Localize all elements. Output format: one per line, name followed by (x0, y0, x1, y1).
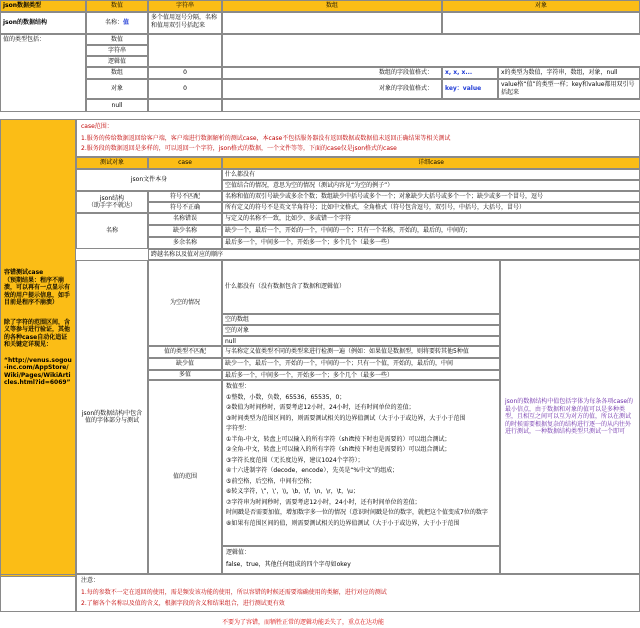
object-format-label: 对象的字段值格式： (222, 79, 442, 99)
notes-box (76, 574, 640, 612)
array-format-blank (222, 34, 640, 67)
wiki-link[interactable]: “http://venus.sogou-inc.com/AppStore/Wiki/Pages/WikiArticles.html?id=6069” (4, 356, 72, 386)
null-blank (222, 99, 640, 112)
type-blank-b (148, 99, 222, 112)
case-symbol-wrong: 符号不正确 (148, 202, 222, 213)
json-structure-sub: （助手字不就达） (87, 202, 136, 209)
range-item-10: ⑥转义字符，\”，\’，\\，\b，\f，\n，\r，\t，\u； (226, 488, 359, 495)
row-json-structure (76, 191, 148, 213)
row-json-text-d1: 什么都没有 (222, 169, 640, 180)
footer-note: 不要为了容错，而牺牲正常的逻辑功能丢失了，重点在达功能 (222, 619, 385, 626)
case-scope-title: case范围： (81, 123, 113, 130)
name-value-desc: 多个值用逗号分隔，名称和值用双引号括起来 (148, 12, 222, 34)
type-blank-a (148, 34, 222, 67)
case-value-missing: 缺少值 (148, 358, 222, 370)
value-structure-text: json的数据结构中包含值的字体部分与测试 (81, 409, 143, 424)
notes-left-blank (0, 574, 76, 612)
case-name-wrong-d: 与定义的名称不一致，比如少、多或错一个字符 (222, 213, 640, 225)
range-item-5: ①半角-中文，转盘上可以输入的所有字符（shift按下时也是需要的）可以组合测试； (226, 435, 451, 443)
case-empty-object: 空的对象 (222, 325, 500, 336)
object-index: 0 (148, 79, 222, 99)
array-format-label: 数组的字段值格式： (222, 67, 442, 79)
case-name-extra-d: 最后多一个，中间多一个，开始多一个；多个几个（最多一些） (222, 237, 640, 249)
case-value-extra-d: 最后多一个，中间多一个，开始多一个；多个几个（最多一些） (222, 370, 500, 380)
notes-line2: 2.了解各个名称以及值的含义，根据字段的含义和结果组合，进行测试更有效 (81, 600, 285, 607)
type-number: 数值 (86, 34, 148, 45)
case-type-mismatch: 值的类型不匹配 (148, 346, 222, 358)
case-value-extra: 多值 (148, 370, 222, 380)
top-header-array: 数组 (222, 0, 442, 12)
notes-title: 注意： (81, 577, 100, 584)
array-index: 0 (148, 67, 222, 79)
top-header-type: json数据类型 (0, 0, 86, 12)
type-array: 数组 (86, 67, 148, 79)
header-test-object: 测试对象 (76, 157, 148, 169)
object-format-value: key：value (442, 79, 498, 99)
range-item-6: ②全角-中文，转盘上可以输入的所有字符（shift按下时也是需要的）可以组合测试； (226, 446, 451, 453)
range-item-11: ⑦字符串为时间秒时，需要考虑12小时，24小时，还有时间单位的差值； (226, 498, 421, 506)
top-empty-array-1 (222, 12, 442, 34)
type-boolean: 逻辑值 (86, 56, 148, 67)
range-item-1: ①整数，小数，负数，65536，65535，0； (226, 393, 346, 401)
top-header-object: 对象 (442, 0, 640, 12)
case-scope-line2: 2.服务段的数据返回是多样的，可以返回一个字符，json格式的数据，一个文件等等，下面的case仅是json格式的case (81, 145, 397, 152)
range-item-7: ③字符长度范围（无长度边界，建议1024个字符）； (226, 456, 364, 464)
header-detail: 详细case (222, 157, 640, 169)
case-scope-box (76, 119, 640, 157)
range-item-9: ⑤前空格，后空格，中间有空格； (226, 477, 316, 485)
logic-title: 逻辑值： (226, 549, 251, 556)
case-symbol-mismatch-d: 名称和值的双引号缺少或多余个数；数组缺少中括号或多个一个；对象缺少大括号或多个一个；缺少或多一个冒号，逗号 (222, 191, 640, 202)
case-name-extra: 多余名称 (148, 237, 222, 249)
top-header-number: 数值 (86, 0, 148, 12)
fault-tolerance-line1: （预期结果：程序不崩溃，可以再有一点显示有效的用户提示信息，如手目前是程序不崩溃） (4, 276, 71, 306)
row-name: 名称 (76, 213, 148, 249)
object-format-desc: value格“值”的类型一样；key和value都用双引号括起来 (498, 79, 640, 99)
array-format-desc: x的类型为数值，字符串，数组，对象，null (498, 67, 640, 79)
case-range-d (222, 380, 500, 546)
notes-line1: 1.每的参数不一定在返回的使用，需是频发该功能的使用，所以容错的时候还需要端确使用的类解，进行对应的测试 (81, 588, 387, 596)
left-panel (0, 119, 76, 577)
case-empty: 为空的情况 (148, 260, 222, 346)
row-name-value-order: 跨越名称以及值对应的顺序 (148, 249, 640, 260)
range-item-0: 数值型： (226, 383, 251, 390)
case-range: 值的范围 (148, 380, 222, 574)
row-json-text: json文件本身 (76, 169, 222, 191)
json-structure-label: json的数据结构 (0, 12, 86, 34)
value-types-label: 值的类型包括： (0, 34, 86, 112)
row-value-structure (76, 260, 148, 574)
name-label: 名称： (104, 19, 123, 27)
case-name-missing: 缺少名称 (148, 225, 222, 237)
range-item-4: 字符型： (226, 425, 251, 432)
case-name-missing-d: 缺少一个，最后一个，开始的一个，中间的一个；只有一个名称，开始的，最后的，中间的； (222, 225, 640, 237)
logic-detail: false，true，其他任何组成的四个字母如okey (226, 560, 351, 568)
case-scope-line1: 1.服务的传给数据返回给客户端，客户端进行数据解析的测试case，本case不包括服务器没有返回数据或数据值未返回正确结果等相关测试 (81, 134, 451, 142)
case-name-wrong: 名称错误 (148, 213, 222, 225)
range-item-2: ②数值为时间秒时，需要考虑12小时，24小时，还有时间单位的差值； (226, 404, 415, 411)
row-json-text-d2: 空值结合的情况，意思为空的情况（测试内容见“为空的例子”） (222, 180, 640, 191)
range-item-3: ③时间类型为范围区间的，则需要测试相关的边界值测试（大于小于或边界，大于小于范围 (226, 414, 466, 422)
top-empty-object-1 (442, 12, 640, 34)
case-empty-null: null (222, 336, 500, 346)
case-empty-array: 空的数组 (222, 314, 500, 325)
right-note: json的数据结构中值包括字体为每条各项case的最小信点，由于数据和对象的值可以是多种类型，且相互之间可以互为对方的值，所以在测试的时候需要根据复杂的结构进行逐一的从内往外进行测试，一种数据结构类型只测试一个即可 (500, 260, 640, 574)
range-item-12: 时间戳是否需要加值，增加数字多一位的情况（意识时间戳是位的数字，就把这个值变成7位的数字 (226, 509, 488, 516)
value-label: 值 (123, 19, 130, 27)
header-case: case (148, 157, 222, 169)
case-value-missing-d: 缺少一个，最后一个，开始的一个，中间的一个；只有一个值，开始的，最后的，中间 (222, 358, 500, 370)
fault-tolerance-line2: 除了字符的范围区间，含义等参与进行验证，其他的各种case自动化追证和关键定详现见： (4, 318, 71, 348)
range-item-13: ⑧如果有范围区间的值，则需要测试相关的边界值测试（大于小于或边界，大于小于范围 (226, 519, 460, 527)
range-item-8: ④十六进制字符（decode，encode），先英是“%中文”的组成； (226, 467, 399, 474)
name-value-cell (86, 12, 148, 34)
case-symbol-mismatch: 符号不匹配 (148, 191, 222, 202)
fault-tolerance-title: 容错测试case (4, 269, 44, 276)
top-header-string: 字符串 (148, 0, 222, 12)
type-null: null (86, 99, 148, 112)
type-string: 字符串 (86, 45, 148, 56)
case-empty-d1: 什么都没有（没有数据包含了数据和逻辑值） (222, 260, 500, 314)
case-symbol-wrong-d: 所有定义的符号不是英文半角符号；比如中文格式，全角格式（符号包含逗号，双引号，中括号，大括号，冒号） (222, 202, 640, 213)
case-type-mismatch-d: 与名称定义值类型不同的类型来进行检测一遍（例如：如果值是数据型，则将要转其他5种值 (222, 346, 500, 358)
case-logic (222, 546, 500, 574)
array-format-value: x, x, x... (442, 67, 498, 79)
type-object: 对象 (86, 79, 148, 99)
json-structure-title: json结构 (99, 194, 125, 202)
